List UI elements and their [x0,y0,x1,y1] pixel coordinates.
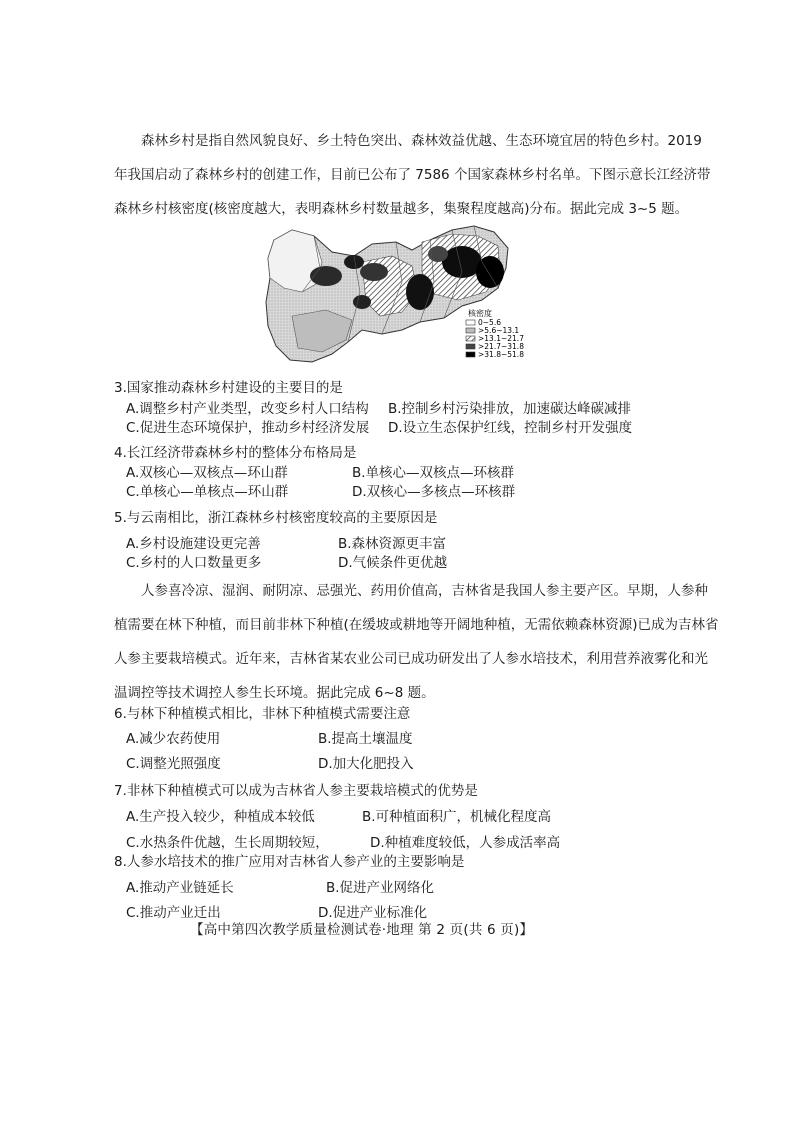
q7-option-a: A.生产投入较少，种植成本较低 [126,809,315,825]
density-core [476,256,504,288]
legend-item: >5.6~13.1 [478,326,520,335]
q5-option-c: C.乡村的人口数量更多 [126,555,262,571]
legend-item: >13.1~21.7 [478,334,524,343]
density-core [442,246,482,278]
q4-option-b: B.单核心—双核点—环核群 [352,465,515,481]
q3-option-c: C.促进生态环境保护，推动乡村经济发展 [126,420,370,436]
legend-item: >31.8~51.8 [478,350,524,359]
legend-item: 0~5.6 [478,318,501,327]
question-4-stem: 4.长江经济带森林乡村的整体分布格局是 [114,445,357,461]
page-footer: 【高中第四次教学质量检测试卷·地理 第 2 页(共 6 页)】 [190,922,534,938]
map-legend [466,308,524,359]
q6-option-b: B.提高土壤温度 [318,731,413,747]
q6-option-a: A.减少农药使用 [126,731,221,747]
q7-option-d: D.种植难度较低，人参成活率高 [370,835,561,851]
q3-option-b: B.控制乡村污染排放，加速碳达峰碳减排 [388,401,632,417]
q8-option-c: C.推动产业迁出 [126,905,221,921]
question-5-stem: 5.与云南相比，浙江森林乡村核密度较高的主要原因是 [114,510,438,526]
map-figure [262,222,552,368]
q4-option-c: C.单核心—单核点—环山群 [126,484,289,500]
intro-paragraph [114,124,711,226]
q5-option-d: D.气候条件更优越 [338,555,448,571]
intro2-line: 植需要在林下种植，而目前非林下种植(在缓坡或耕地等开阔地种植，无需依赖森林资源)已成为吉林省 [114,617,719,633]
density-core [406,274,434,310]
intro-line: 年我国启动了森林乡村的创建工作，目前已公布了 7586 个国家森林乡村名单。下图示意长江经济带 [114,167,711,183]
intro2-line: 人参喜冷凉、湿润、耐阴凉、忌强光、药用价值高，吉林省是我国人参主要产区。早期，人参种 [141,583,708,599]
kernel-density-map [262,222,552,368]
q3-option-a: A.调整乡村产业类型，改变乡村人口结构 [126,401,369,417]
question-6-stem: 6.与林下种植模式相比，非林下种植模式需要注意 [114,706,411,722]
q8-option-b: B.促进产业网络化 [326,880,435,896]
q8-option-a: A.推动产业链延长 [126,880,234,896]
q7-option-b: B.可种植面积广，机械化程度高 [362,809,552,825]
question-8-stem: 8.人参水培技术的推广应用对吉林省人参产业的主要影响是 [114,854,465,870]
q5-option-a: A.乡村设施建设更完善 [126,536,261,552]
q3-option-d: D.设立生态保护红线，控制乡村开发强度 [388,420,633,436]
intro-line: 森林乡村是指自然风貌良好、乡土特色突出、森林效益优越、生态环境宜居的特色乡村。2019 [141,133,702,149]
legend-title: 核密度 [468,309,492,318]
q6-option-d: D.加大化肥投入 [318,756,414,772]
q4-option-d: D.双核心—多核点—环核群 [352,484,516,500]
question-3-stem: 3.国家推动森林乡村建设的主要目的是 [114,380,343,396]
intro2-line: 人参主要栽培模式。近年来，吉林省某农业公司已成功研发出了人参水培技术，利用营养液雾化和光 [114,651,708,667]
q6-option-c: C.调整光照强度 [126,756,221,772]
density-core [353,295,371,309]
q4-option-a: A.双核心—双核点—环山群 [126,465,288,481]
density-core [360,263,388,281]
q8-option-d: D.促进产业标准化 [318,905,428,921]
legend-item: >21.7~31.8 [478,342,524,351]
q7-option-c: C.水热条件优越，生长周期较短， [126,835,329,851]
question-7-stem: 7.非林下种植模式可以成为吉林省人参主要栽培模式的优势是 [114,783,478,799]
density-core [310,266,342,286]
intro2-paragraph [114,574,719,710]
q5-option-b: B.森林资源更丰富 [338,536,447,552]
intro-line: 森林乡村核密度(核密度越大，表明森林乡村数量越多，集聚程度越高)分布。据此完成 3~5 题。 [114,201,689,217]
intro2-line: 温调控等技术调控人参生长环境。据此完成 6~8 题。 [114,685,435,701]
